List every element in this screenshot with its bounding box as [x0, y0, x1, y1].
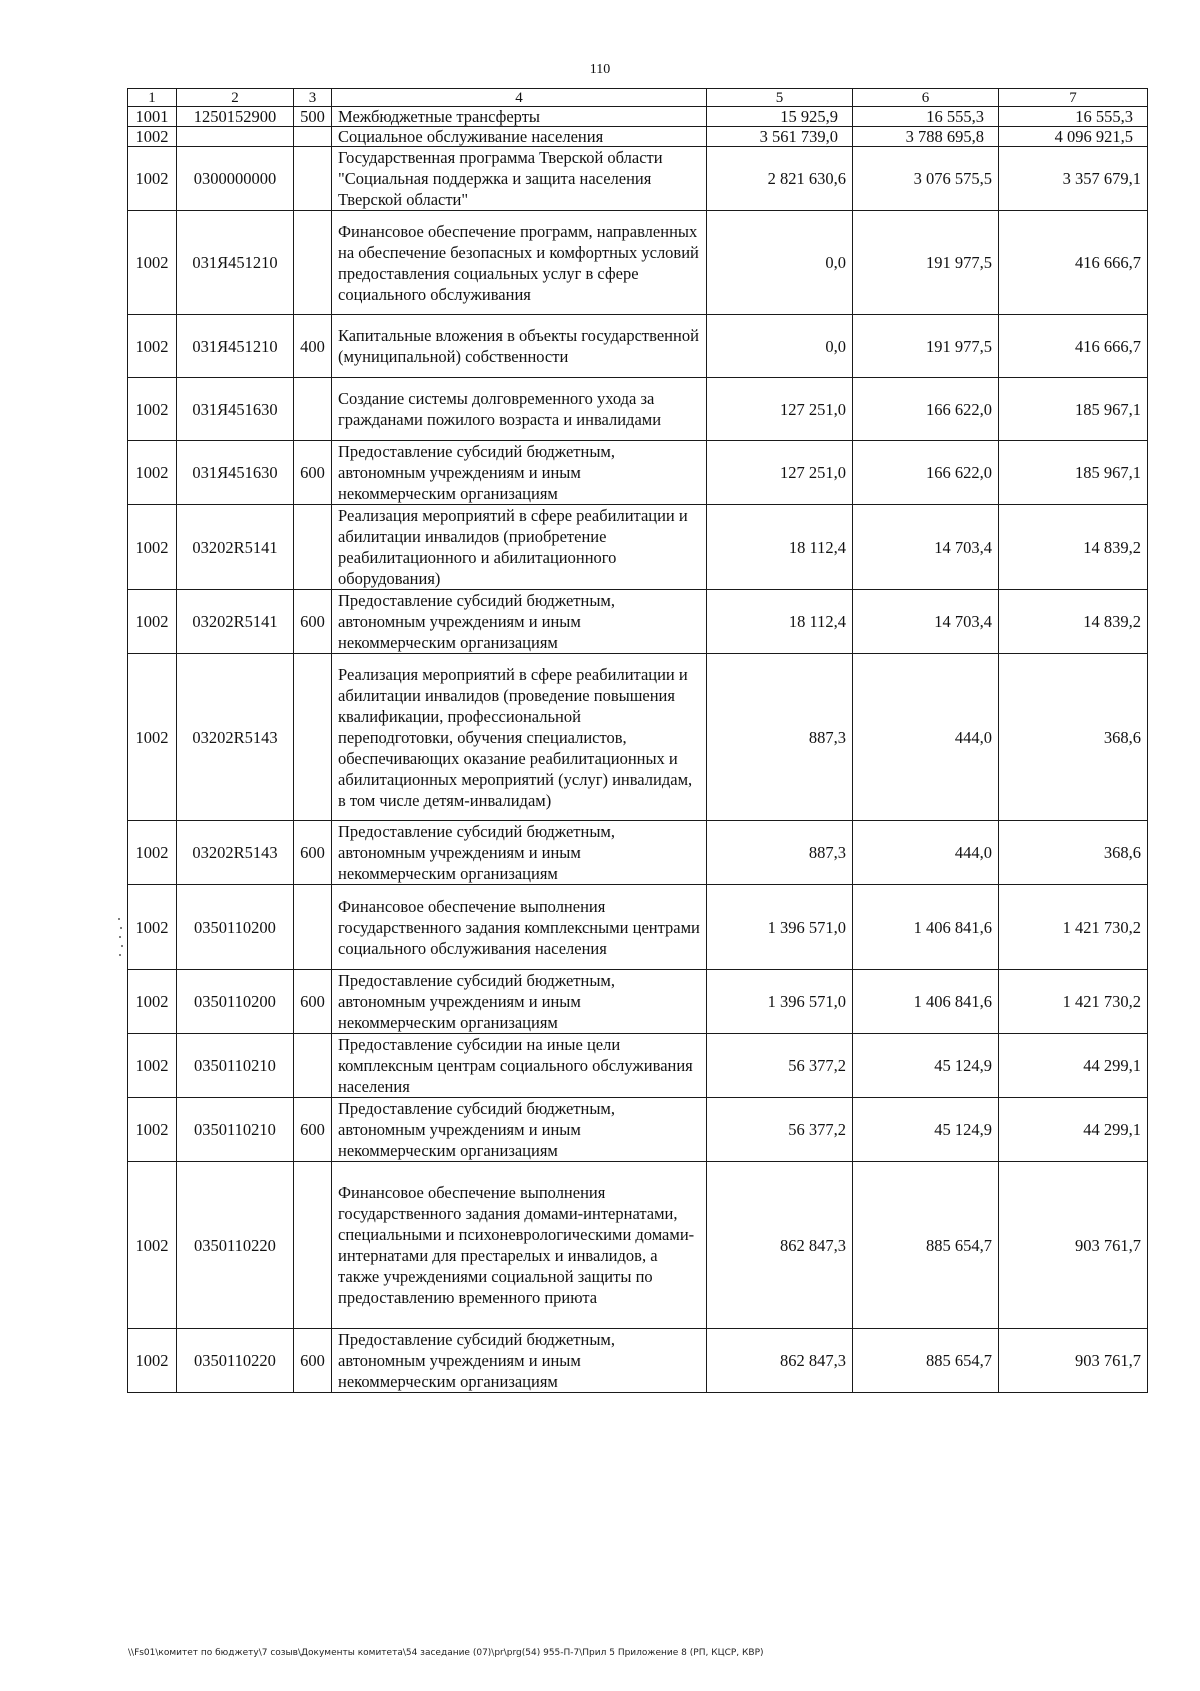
column-header: 2: [177, 89, 294, 107]
expense-type-code-cell: 600: [294, 970, 332, 1034]
target-article-code-cell: 0350110210: [177, 1034, 294, 1098]
section-code-cell: 1002: [128, 127, 177, 147]
amount-year1-cell: 862 847,3: [707, 1329, 853, 1393]
amount-year1-cell: 0,0: [707, 211, 853, 315]
column-header: 5: [707, 89, 853, 107]
target-article-code-cell: [177, 127, 294, 147]
table-row: [128, 505, 1148, 590]
amount-year1-cell: 56 377,2: [707, 1098, 853, 1162]
amount-year2-cell: 14 703,4: [853, 590, 999, 654]
item-name-cell: Реализация мероприятий в сфере реабилитации и абилитации инвалидов (приобретение реабилитационного и абилитационного оборудования): [332, 505, 707, 590]
expense-type-code-cell: 600: [294, 821, 332, 885]
amount-year1-cell: 56 377,2: [707, 1034, 853, 1098]
budget-table-body: [128, 107, 1148, 1393]
amount-year3-cell: 903 761,7: [999, 1329, 1148, 1393]
target-article-code-cell: 031Я451630: [177, 378, 294, 441]
table-row: [128, 107, 1148, 127]
amount-year2-cell: 45 124,9: [853, 1098, 999, 1162]
section-code-cell: 1002: [128, 654, 177, 821]
amount-year3-cell: 44 299,1: [999, 1034, 1148, 1098]
table-row: [128, 315, 1148, 378]
item-name-cell: Финансовое обеспечение выполнения государственного задания домами-интернатами, специальными и психоневрологическими домами-интернатами для престарелых и инвалидов, а также учреждениями социальной защиты по предоставлению временного приюта: [332, 1162, 707, 1329]
table-row: [128, 1162, 1148, 1329]
table-row: [128, 378, 1148, 441]
section-code-cell: 1002: [128, 211, 177, 315]
amount-year3-cell: 44 299,1: [999, 1098, 1148, 1162]
section-code-cell: 1002: [128, 590, 177, 654]
item-name-cell: Финансовое обеспечение программ, направленных на обеспечение безопасных и комфортных условий предоставления социальных услуг в сфере социального обслуживания: [332, 211, 707, 315]
table-row: [128, 654, 1148, 821]
amount-year3-cell: 4 096 921,5: [999, 127, 1148, 147]
target-article-code-cell: 03202R5143: [177, 654, 294, 821]
amount-year1-cell: 887,3: [707, 654, 853, 821]
section-code-cell: 1002: [128, 1329, 177, 1393]
amount-year2-cell: 885 654,7: [853, 1329, 999, 1393]
table-row: [128, 1034, 1148, 1098]
item-name-cell: Создание системы долговременного ухода за гражданами пожилого возраста и инвалидами: [332, 378, 707, 441]
target-article-code-cell: 0350110220: [177, 1162, 294, 1329]
budget-table: [127, 88, 1148, 1393]
table-row: [128, 821, 1148, 885]
amount-year1-cell: 1 396 571,0: [707, 885, 853, 970]
amount-year2-cell: 191 977,5: [853, 211, 999, 315]
amount-year1-cell: 1 396 571,0: [707, 970, 853, 1034]
column-header: 3: [294, 89, 332, 107]
expense-type-code-cell: 400: [294, 315, 332, 378]
section-code-cell: 1002: [128, 441, 177, 505]
expense-type-code-cell: [294, 885, 332, 970]
item-name-cell: Предоставление субсидий бюджетным, автономным учреждениям и иным некоммерческим организациям: [332, 1098, 707, 1162]
section-code-cell: 1002: [128, 1098, 177, 1162]
amount-year2-cell: 444,0: [853, 654, 999, 821]
section-code-cell: 1002: [128, 315, 177, 378]
amount-year1-cell: 862 847,3: [707, 1162, 853, 1329]
item-name-cell: Предоставление субсидий бюджетным, автономным учреждениям и иным некоммерческим организациям: [332, 590, 707, 654]
section-code-cell: 1002: [128, 970, 177, 1034]
table-row: [128, 1329, 1148, 1393]
target-article-code-cell: 0350110200: [177, 885, 294, 970]
item-name-cell: Предоставление субсидий бюджетным, автономным учреждениям и иным некоммерческим организациям: [332, 970, 707, 1034]
amount-year2-cell: 885 654,7: [853, 1162, 999, 1329]
section-code-cell: 1002: [128, 378, 177, 441]
amount-year3-cell: 14 839,2: [999, 590, 1148, 654]
amount-year1-cell: 887,3: [707, 821, 853, 885]
amount-year3-cell: 416 666,7: [999, 211, 1148, 315]
table-row: [128, 441, 1148, 505]
item-name-cell: Государственная программа Тверской области "Социальная поддержка и защита населения Тверской области": [332, 147, 707, 211]
target-article-code-cell: 031Я451210: [177, 315, 294, 378]
table-row: [128, 127, 1148, 147]
expense-type-code-cell: 600: [294, 1329, 332, 1393]
item-name-cell: Предоставление субсидий бюджетным, автономным учреждениям и иным некоммерческим организациям: [332, 441, 707, 505]
amount-year1-cell: 127 251,0: [707, 441, 853, 505]
section-code-cell: 1002: [128, 885, 177, 970]
section-code-cell: 1002: [128, 505, 177, 590]
table-row: [128, 147, 1148, 211]
expense-type-code-cell: [294, 1034, 332, 1098]
amount-year3-cell: 1 421 730,2: [999, 970, 1148, 1034]
amount-year2-cell: 166 622,0: [853, 441, 999, 505]
expense-type-code-cell: [294, 378, 332, 441]
target-article-code-cell: 031Я451210: [177, 211, 294, 315]
target-article-code-cell: 0300000000: [177, 147, 294, 211]
amount-year2-cell: 16 555,3: [853, 107, 999, 127]
expense-type-code-cell: [294, 505, 332, 590]
amount-year3-cell: 368,6: [999, 654, 1148, 821]
amount-year2-cell: 1 406 841,6: [853, 970, 999, 1034]
amount-year1-cell: 127 251,0: [707, 378, 853, 441]
table-row: [128, 970, 1148, 1034]
amount-year3-cell: 3 357 679,1: [999, 147, 1148, 211]
column-header: 6: [853, 89, 999, 107]
page-number: 110: [589, 62, 611, 77]
amount-year2-cell: 14 703,4: [853, 505, 999, 590]
column-header: 4: [332, 89, 707, 107]
column-header: 7: [999, 89, 1148, 107]
table-row: [128, 1098, 1148, 1162]
table-row: [128, 211, 1148, 315]
expense-type-code-cell: 600: [294, 441, 332, 505]
amount-year2-cell: 444,0: [853, 821, 999, 885]
amount-year2-cell: 191 977,5: [853, 315, 999, 378]
footer-file-path: \\Fs01\комитет по бюджету\7 созыв\Документы комитета\54 заседание (07)\pr\prg(54) 955-П-7\Прил 5 Приложение 8 (РП, КЦСР, КВР): [128, 1648, 764, 1658]
item-name-cell: Межбюджетные трансферты: [332, 107, 707, 127]
amount-year3-cell: 14 839,2: [999, 505, 1148, 590]
amount-year3-cell: 1 421 730,2: [999, 885, 1148, 970]
expense-type-code-cell: [294, 1162, 332, 1329]
amount-year3-cell: 903 761,7: [999, 1162, 1148, 1329]
amount-year3-cell: 185 967,1: [999, 378, 1148, 441]
item-name-cell: Реализация мероприятий в сфере реабилитации и абилитации инвалидов (проведение повышения квалификации, профессиональной переподготовки, обучения специалистов, обеспечивающих оказание реабилитационных и абилитационных мероприятий (услуг) инвалидам, в том числе детям-инвалидам): [332, 654, 707, 821]
expense-type-code-cell: 600: [294, 1098, 332, 1162]
amount-year2-cell: 3 788 695,8: [853, 127, 999, 147]
expense-type-code-cell: [294, 127, 332, 147]
column-header: 1: [128, 89, 177, 107]
section-code-cell: 1002: [128, 1034, 177, 1098]
amount-year3-cell: 16 555,3: [999, 107, 1148, 127]
amount-year2-cell: 45 124,9: [853, 1034, 999, 1098]
expense-type-code-cell: 600: [294, 590, 332, 654]
amount-year2-cell: 166 622,0: [853, 378, 999, 441]
target-article-code-cell: 031Я451630: [177, 441, 294, 505]
amount-year1-cell: 0,0: [707, 315, 853, 378]
section-code-cell: 1002: [128, 821, 177, 885]
section-code-cell: 1001: [128, 107, 177, 127]
target-article-code-cell: 03202R5143: [177, 821, 294, 885]
expense-type-code-cell: 500: [294, 107, 332, 127]
item-name-cell: Предоставление субсидии на иные цели комплексным центрам социального обслуживания населения: [332, 1034, 707, 1098]
item-name-cell: Финансовое обеспечение выполнения государственного задания комплексными центрами социального обслуживания населения: [332, 885, 707, 970]
amount-year1-cell: 15 925,9: [707, 107, 853, 127]
column-number-row: [128, 89, 1148, 107]
amount-year2-cell: 1 406 841,6: [853, 885, 999, 970]
item-name-cell: Социальное обслуживание населения: [332, 127, 707, 147]
expense-type-code-cell: [294, 147, 332, 211]
scan-noise-marks: [118, 918, 124, 958]
amount-year1-cell: 18 112,4: [707, 505, 853, 590]
expense-type-code-cell: [294, 654, 332, 821]
target-article-code-cell: 0350110220: [177, 1329, 294, 1393]
item-name-cell: Капитальные вложения в объекты государственной (муниципальной) собственности: [332, 315, 707, 378]
amount-year1-cell: 18 112,4: [707, 590, 853, 654]
expense-type-code-cell: [294, 211, 332, 315]
table-row: [128, 590, 1148, 654]
amount-year1-cell: 2 821 630,6: [707, 147, 853, 211]
item-name-cell: Предоставление субсидий бюджетным, автономным учреждениям и иным некоммерческим организациям: [332, 821, 707, 885]
target-article-code-cell: 03202R5141: [177, 505, 294, 590]
target-article-code-cell: 0350110210: [177, 1098, 294, 1162]
target-article-code-cell: 0350110200: [177, 970, 294, 1034]
item-name-cell: Предоставление субсидий бюджетным, автономным учреждениям и иным некоммерческим организациям: [332, 1329, 707, 1393]
section-code-cell: 1002: [128, 147, 177, 211]
amount-year3-cell: 368,6: [999, 821, 1148, 885]
amount-year3-cell: 416 666,7: [999, 315, 1148, 378]
amount-year1-cell: 3 561 739,0: [707, 127, 853, 147]
table-row: [128, 885, 1148, 970]
section-code-cell: 1002: [128, 1162, 177, 1329]
amount-year3-cell: 185 967,1: [999, 441, 1148, 505]
amount-year2-cell: 3 076 575,5: [853, 147, 999, 211]
target-article-code-cell: 1250152900: [177, 107, 294, 127]
target-article-code-cell: 03202R5141: [177, 590, 294, 654]
